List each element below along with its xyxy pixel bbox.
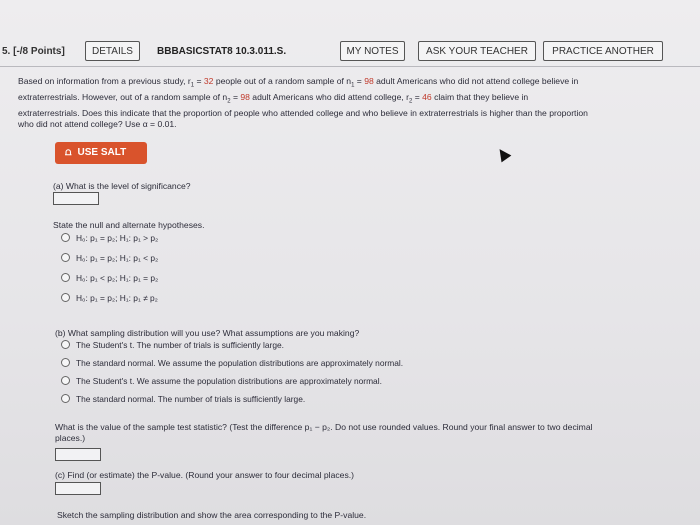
part-a-question: (a) What is the level of significance? bbox=[53, 181, 191, 191]
distribution-option-2[interactable]: The standard normal. We assume the population distributions are approximately normal. bbox=[61, 358, 403, 368]
significance-input[interactable] bbox=[53, 192, 99, 205]
details-button[interactable]: DETAILS bbox=[85, 41, 140, 61]
problem-text bbox=[18, 76, 678, 130]
radio-button-icon[interactable] bbox=[61, 340, 70, 349]
salt-shaker-icon: ⩍ bbox=[65, 147, 72, 158]
problem-line-1: Based on information from a previous study, $r_1 = 32$ people out of a random sample of $n_1 = 98$ adult Americans who did not attend college believe in bbox=[18, 76, 579, 89]
radio-button-icon[interactable] bbox=[61, 253, 70, 262]
test-statistic-input[interactable] bbox=[55, 448, 101, 461]
radio-button-icon[interactable] bbox=[61, 233, 70, 242]
hypothesis-option-2[interactable]: H₀: p₁ = p₂; H₁: p₁ < p₂ bbox=[61, 253, 158, 263]
my-notes-button[interactable]: MY NOTES bbox=[340, 41, 405, 61]
hypothesis-option-1[interactable]: H₀: p₁ = p₂; H₁: p₁ > p₂ bbox=[61, 233, 158, 243]
radio-button-icon[interactable] bbox=[61, 376, 70, 385]
course-code: BBBASICSTAT8 10.3.011.S. bbox=[157, 46, 287, 57]
toolbar-divider bbox=[0, 66, 700, 67]
part-b-question: (b) What sampling distribution will you use? What assumptions are you making? bbox=[55, 328, 360, 338]
radio-button-icon[interactable] bbox=[61, 273, 70, 282]
distribution-option-1[interactable]: The Student's t. The number of trials is sufficiently large. bbox=[61, 340, 284, 350]
p-value-input[interactable] bbox=[55, 482, 101, 495]
points-label: 5. [-/8 Points] bbox=[2, 46, 65, 57]
mouse-cursor-icon bbox=[495, 146, 512, 163]
radio-button-icon[interactable] bbox=[61, 358, 70, 367]
hypothesis-option-3[interactable]: H₀: p₁ < p₂; H₁: p₁ = p₂ bbox=[61, 273, 158, 283]
sketch-prompt: Sketch the sampling distribution and show the area corresponding to the P-value. bbox=[57, 510, 367, 520]
ask-teacher-button[interactable]: ASK YOUR TEACHER bbox=[418, 41, 536, 61]
distribution-option-3[interactable]: The Student's t. We assume the population distributions are approximately normal. bbox=[61, 376, 382, 386]
problem-line-2: extraterrestrials. However, out of a random sample of $n_2 = 98$ adult Americans who did attend college, $r_2 = 46$ claim that they believe in bbox=[18, 91, 529, 105]
hypothesis-option-4[interactable]: H₀: p₁ = p₂; H₁: p₁ ≠ p₂ bbox=[61, 293, 158, 303]
use-salt-button[interactable] bbox=[55, 142, 147, 164]
distribution-option-4[interactable]: The standard normal. The number of trials is sufficiently large. bbox=[61, 394, 305, 404]
practice-another-button[interactable]: PRACTICE ANOTHER bbox=[543, 41, 663, 61]
hypotheses-prompt: State the null and alternate hypotheses. bbox=[53, 220, 205, 230]
use-salt-label: USE SALT bbox=[77, 147, 127, 158]
test-statistic-question: What is the value of the sample test statistic? (Test the difference p₁ − p₂. Do not use rounded values. Round your final answer to two decimal places.) bbox=[55, 422, 593, 443]
problem-line-4: who did not attend college? Use α = 0.01. bbox=[18, 119, 177, 130]
problem-line-3: extraterrestrials. Does this indicate that the proportion of people who attended college and who believe in extraterrestrials is higher than the proportion bbox=[18, 107, 588, 118]
radio-button-icon[interactable] bbox=[61, 394, 70, 403]
radio-button-icon[interactable] bbox=[61, 293, 70, 302]
part-c-question: (c) Find (or estimate) the P-value. (Round your answer to four decimal places.) bbox=[55, 470, 354, 480]
question-toolbar bbox=[0, 38, 700, 68]
